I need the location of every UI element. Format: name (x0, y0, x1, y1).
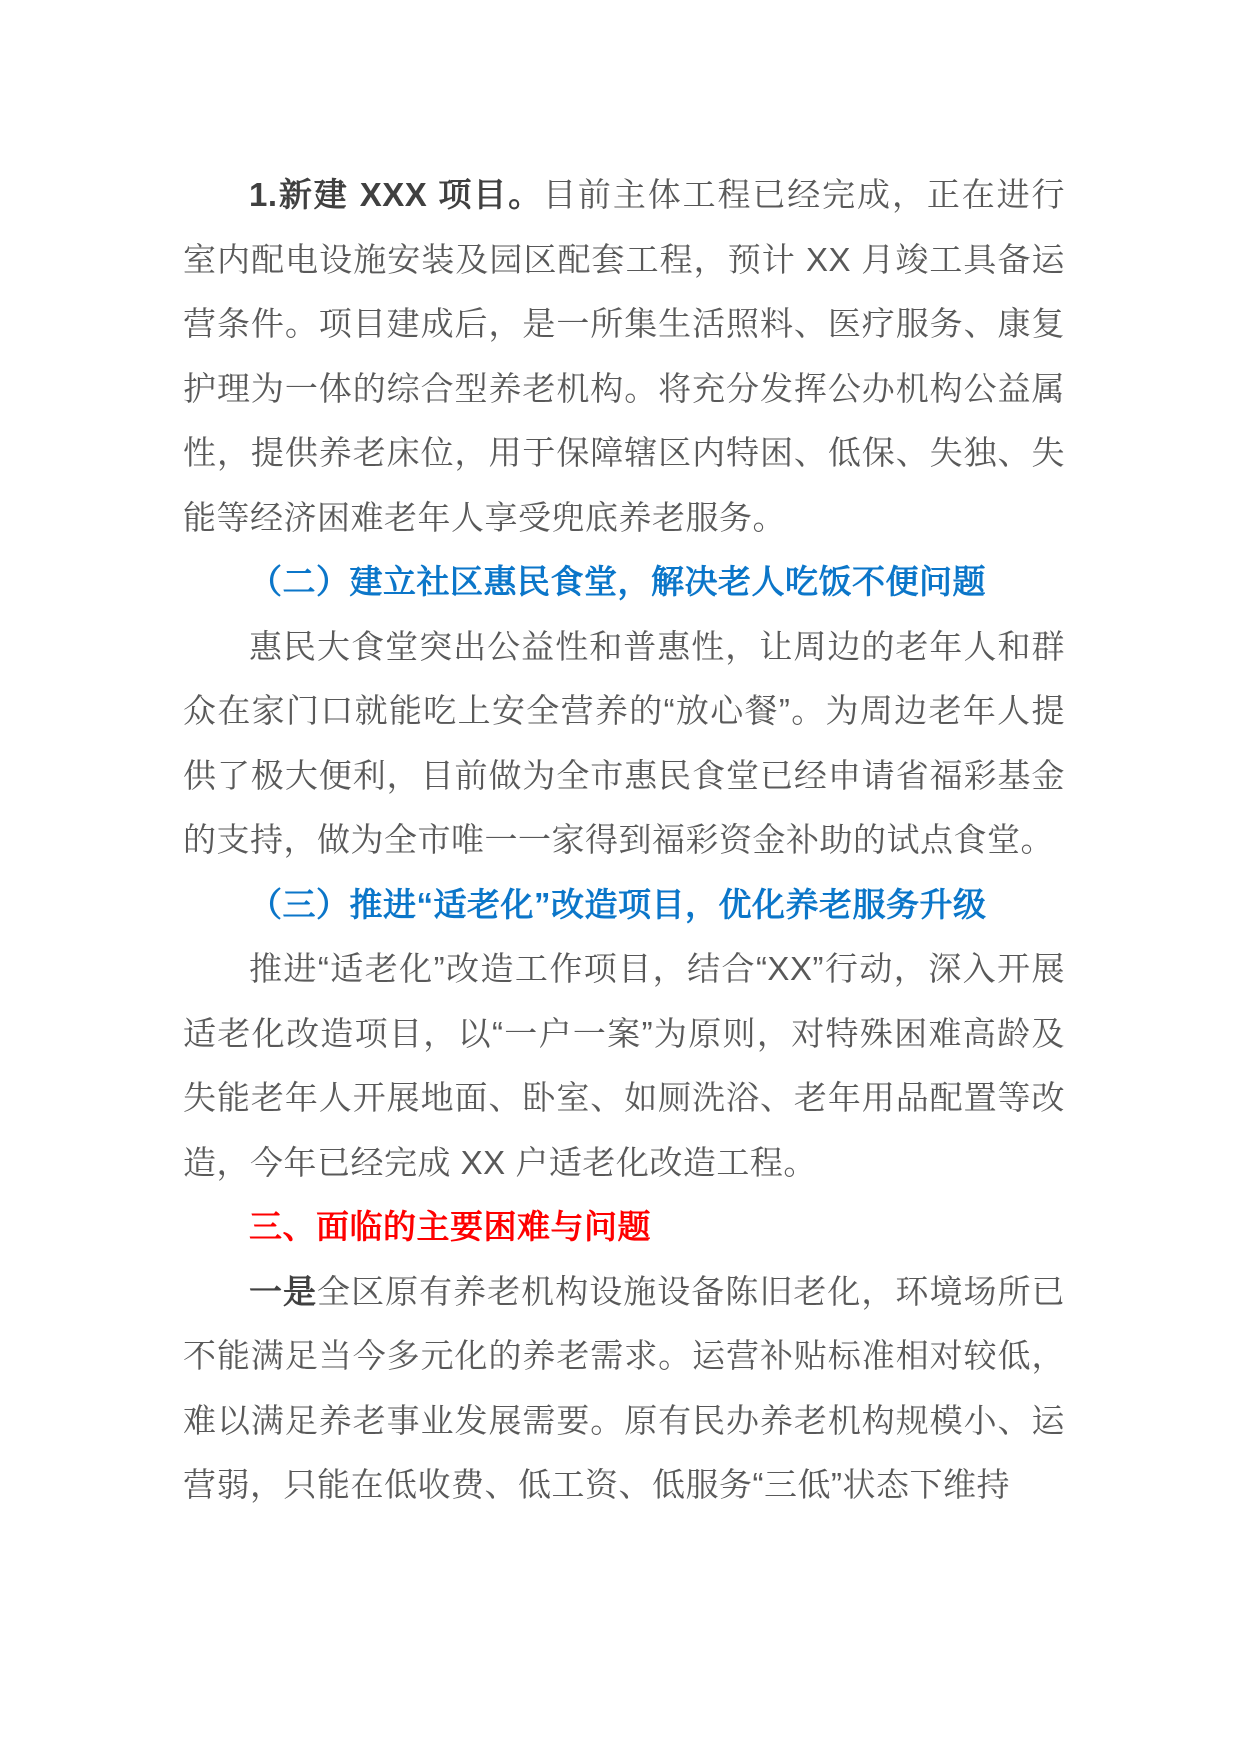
paragraph-text: 惠民大食堂突出公益性和普惠性，让周边的老年人和群众在家门口就能吃上安全营养的“放心餐”。为周边老年人提供了极大便利，目前做为全市惠民食堂已经申请省福彩基金的支持，做为全市唯一一家得到福彩资金补助的试点食堂。 (183, 627, 1065, 858)
body-paragraph (183, 937, 1065, 1195)
body-paragraph (183, 615, 1065, 873)
heading-text: （二）建立社区惠民食堂，解决老人吃饭不便问题 (249, 563, 986, 600)
paragraph-text: 目前主体工程已经完成，正在进行室内配电设施安装及园区配套工程，预计 XX 月竣工具备运营条件。项目建成后，是一所集生活照料、医疗服务、康复护理为一体的综合型养老机构。将充分发挥公办机构公益属性，提供养老床位，用于保障辖区内特困、低保、失独、失能等经济困难老年人享受兜底养老服务。 (183, 176, 1066, 536)
document-body (183, 163, 1065, 1518)
section-heading-blue (183, 873, 1065, 938)
heading-text: （三）推进“适老化”改造项目，优化养老服务升级 (249, 885, 987, 923)
paragraph-bold-lead: 1.新建 XXX 项目。 (249, 176, 544, 213)
body-paragraph (183, 163, 1065, 550)
heading-text: 三、面临的主要困难与问题 (249, 1208, 651, 1245)
paragraph-bold-lead: 一是 (249, 1272, 318, 1310)
paragraph-text: 推进“适老化”改造工作项目，结合“XX”行动，深入开展适老化改造项目，以“一户一案”为原则，对特殊困难高龄及失能老年人开展地面、卧室、如厕洗浴、老年用品配置等改造，今年已经完成 XX 户适老化改造工程。 (183, 950, 1065, 1181)
section-heading-blue (183, 550, 1065, 615)
paragraph-text: 全区原有养老机构设施设备陈旧老化，环境场所已不能满足当今多元化的养老需求。运营补贴标准相对较低，难以满足养老事业发展需要。原有民办养老机构规模小、运营弱，只能在低收费、低工资、低服务“三低”状态下维持 (183, 1272, 1066, 1503)
section-heading-red (183, 1195, 1065, 1260)
body-paragraph (183, 1260, 1065, 1518)
